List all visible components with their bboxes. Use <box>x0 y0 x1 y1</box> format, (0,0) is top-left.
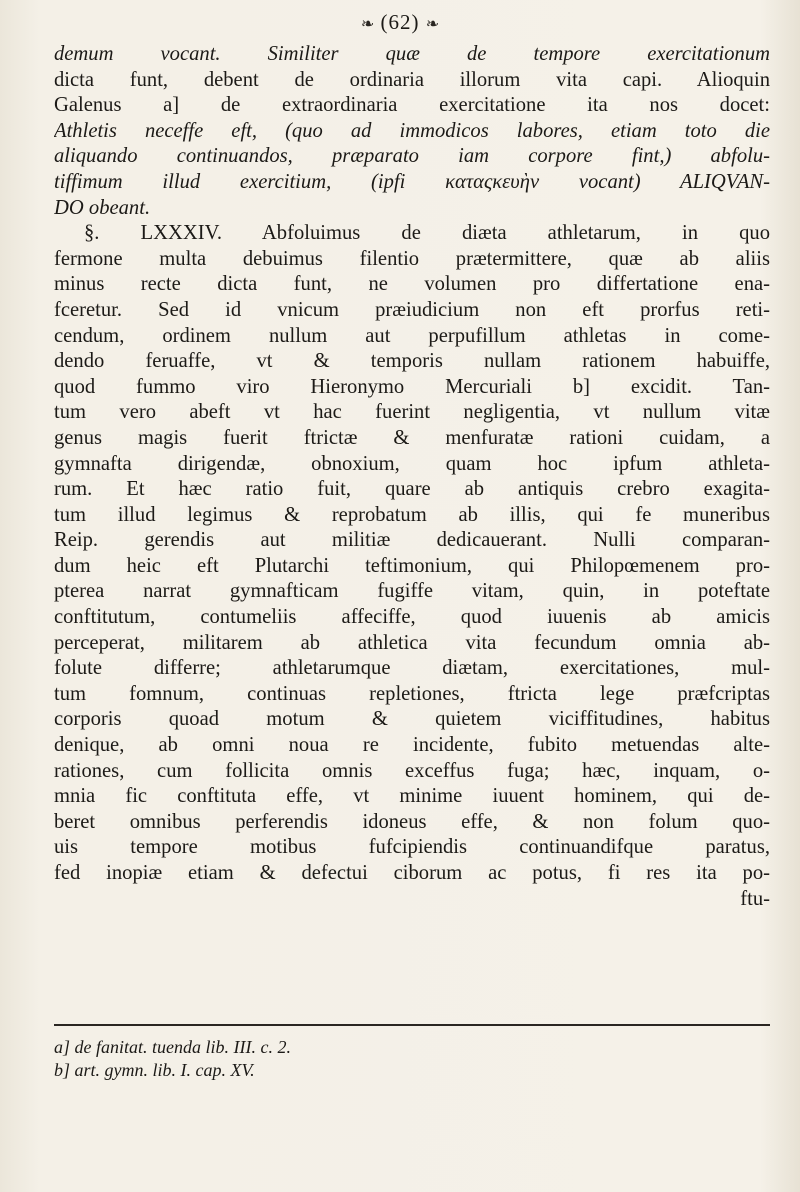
text-line: tum illud legimus & reprobatum ab illis, qui fe muneribus <box>54 503 770 526</box>
text-line: demum vocant. Similiter quæ de tempore exercitationum <box>54 43 770 65</box>
text-line: rum. Et hæc ratio fuit, quare ab antiquis crebro exagita- <box>54 478 770 501</box>
footnote: b] art. gymn. lib. I. cap. XV. <box>54 1060 255 1080</box>
text-line: minus recte dicta funt, ne volumen pro differtatione ena- <box>54 273 770 296</box>
text-line: beret omnibus perferendis idoneus effe, & non folum quo- <box>54 810 770 833</box>
text-line: Reip. gerendis aut militiæ dedicauerant. Nulli comparan- <box>54 529 770 552</box>
text-line: fed inopiæ etiam & defectui ciborum ac potus, fi res ita po- <box>54 862 770 884</box>
page-number: (62) <box>380 10 420 34</box>
text-line: dum heic eft Plutarchi teftimonium, qui Philopœmenem pro- <box>54 554 770 577</box>
section-heading-line: §. LXXXIV. Abfoluimus de diæta athletarum, in quo <box>84 222 770 245</box>
text-line: genus magis fuerit ftrictæ & menfuratæ rationi cuidam, a <box>54 426 770 449</box>
footnote: a] de fanitat. tuenda lib. III. c. 2. <box>54 1037 291 1057</box>
text-line: dendo feruaffe, vt & temporis nullam rationem habuiffe, <box>54 350 770 373</box>
page-header <box>0 10 800 35</box>
text-line: tum vero abeft vt hac fuerint negligentia, vt nullum vitæ <box>54 401 770 424</box>
footnote-divider <box>54 1024 770 1026</box>
text-line: mnia fic conftituta effe, vt minime iuuent hominem, qui de- <box>54 785 770 808</box>
fleuron-left-ornament: ❧ <box>360 16 375 33</box>
text-line: fermone multa debuimus filentio prætermittere, quæ ab aliis <box>54 247 770 270</box>
text-line: DO obeant. <box>54 196 151 219</box>
text-line: denique, ab omni noua re incidente, fubito metuendas alte- <box>54 734 770 757</box>
text-line: gymnafta dirigendæ, obnoxium, quam hoc ipfum athleta- <box>54 452 770 475</box>
text-line: uis tempore motibus fufcipiendis continuandifque paratus, <box>54 836 770 859</box>
fleuron-right-ornament: ❧ <box>425 16 440 33</box>
text-line: Galenus a] de extraordinaria exercitatione ita nos docet: <box>54 94 770 117</box>
text-line: fceretur. Sed id vnicum præiudicium non eft prorfus reti- <box>54 298 770 321</box>
text-line: dicta funt, debent de ordinaria illorum vita capi. Alioquin <box>54 68 770 91</box>
footnotes <box>54 1036 770 1082</box>
text-line: rationes, cum follicita omnis exceffus fuga; hæc, inquam, o- <box>54 759 770 782</box>
text-line: perceperat, militarem ab athletica vita fecundum omnia ab- <box>54 631 770 654</box>
text-line: Athletis neceffe eft, (quo ad immodicos labores, etiam toto die <box>54 119 770 142</box>
text-line: aliquando continuandos, præparato iam corpore fint,) abfolu- <box>54 145 770 168</box>
text-line: quod fummo viro Hieronymo Mercuriali b] excidit. Tan- <box>54 375 770 398</box>
text-line: conftitutum, contumeliis affeciffe, quod iuuenis ab amicis <box>54 606 770 629</box>
text-line: tiffimum illud exercitium, (ipfi καταςκευὴν vocant) ALIQVAN- <box>54 170 770 193</box>
text-line: tum fomnum, continuas repletiones, ftricta lege præfcriptas <box>54 682 770 705</box>
text-line: pterea narrat gymnafticam fugiffe vitam, quin, in poteftate <box>54 580 770 603</box>
body-text <box>54 42 770 912</box>
text-line: cendum, ordinem nullum aut perpufillum athletas in come- <box>54 324 770 347</box>
text-line: corporis quoad motum & quietem viciffitudines, habitus <box>54 708 770 731</box>
catchword: ftu- <box>740 887 770 910</box>
text-line: folute differre; athletarumque diætam, exercitationes, mul- <box>54 657 770 680</box>
